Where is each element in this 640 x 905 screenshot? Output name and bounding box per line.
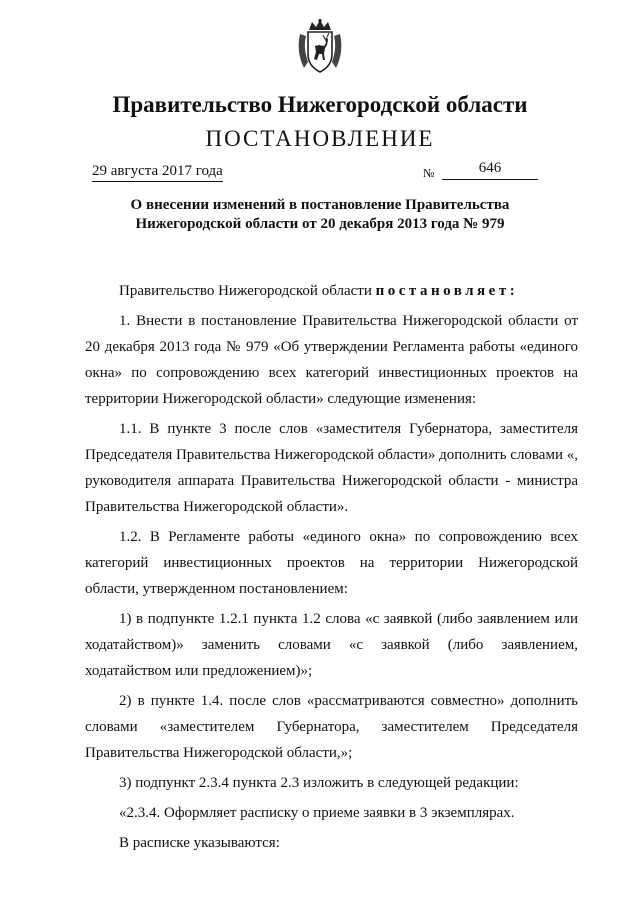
document-body xyxy=(85,278,578,860)
number-label: № xyxy=(423,166,435,180)
paragraph-1-1: 1.1. В пункте 3 после слов «заместителя Губернатора, заместителя Председателя Правительства Нижегородской области» дополнить словами «, руководителя аппарата Правительства Нижегородской области - министра Правительства Нижегородской области». xyxy=(85,421,578,515)
quote-line-2: В расписке указываются: xyxy=(119,835,280,851)
intro-paragraph xyxy=(85,278,578,304)
subparagraph-2: 2) в пункте 1.4. после слов «рассматриваются совместно» дополнить словами «заместителем Губернатора, заместителем Председателя Правительства Нижегородской области,»; xyxy=(85,693,578,761)
subparagraph-3: 3) подпункт 2.3.4 пункта 2.3 изложить в следующей редакции: xyxy=(119,775,519,791)
paragraph-1: 1. Внести в постановление Правительства Нижегородской области от 20 декабря 2013 года № 979 «Об утверждении Регламента работы «единого окна» по сопровождению всех категорий инвестиционных проектов на территории Нижегородской области» следующие изменения: xyxy=(85,313,578,407)
paragraph-1-2: 1.2. В Регламенте работы «единого окна» по сопровождению всех категорий инвестиционных проектов на территории Нижегородской области, утвержденном постановлением: xyxy=(85,529,578,597)
document-date: 29 августа 2017 года xyxy=(92,163,223,182)
intro-verb: постановляет: xyxy=(375,283,519,299)
intro-text: Правительство Нижегородской области xyxy=(119,283,376,299)
subparagraph-1: 1) в подпункте 1.2.1 пункта 1.2 слова «с заявкой (либо заявлением или ходатайством)» заменить словами «с заявкой (либо заявлением, ходатайством или предложением)»; xyxy=(85,611,578,679)
quote-line-1: «2.3.4. Оформляет расписку о приеме заявки в 3 экземплярах. xyxy=(119,805,515,821)
subject-line-2: Нижегородской области от 20 декабря 2013 года № 979 xyxy=(135,216,505,232)
document-type: ПОСТАНОВЛЕНИЕ xyxy=(205,126,435,151)
document-subject xyxy=(0,196,640,234)
coat-of-arms-icon xyxy=(294,18,346,76)
government-title: Правительство Нижегородской области xyxy=(112,92,528,117)
document-number: 646 xyxy=(442,160,538,180)
subject-line-1: О внесении изменений в постановление Правительства xyxy=(130,197,510,213)
